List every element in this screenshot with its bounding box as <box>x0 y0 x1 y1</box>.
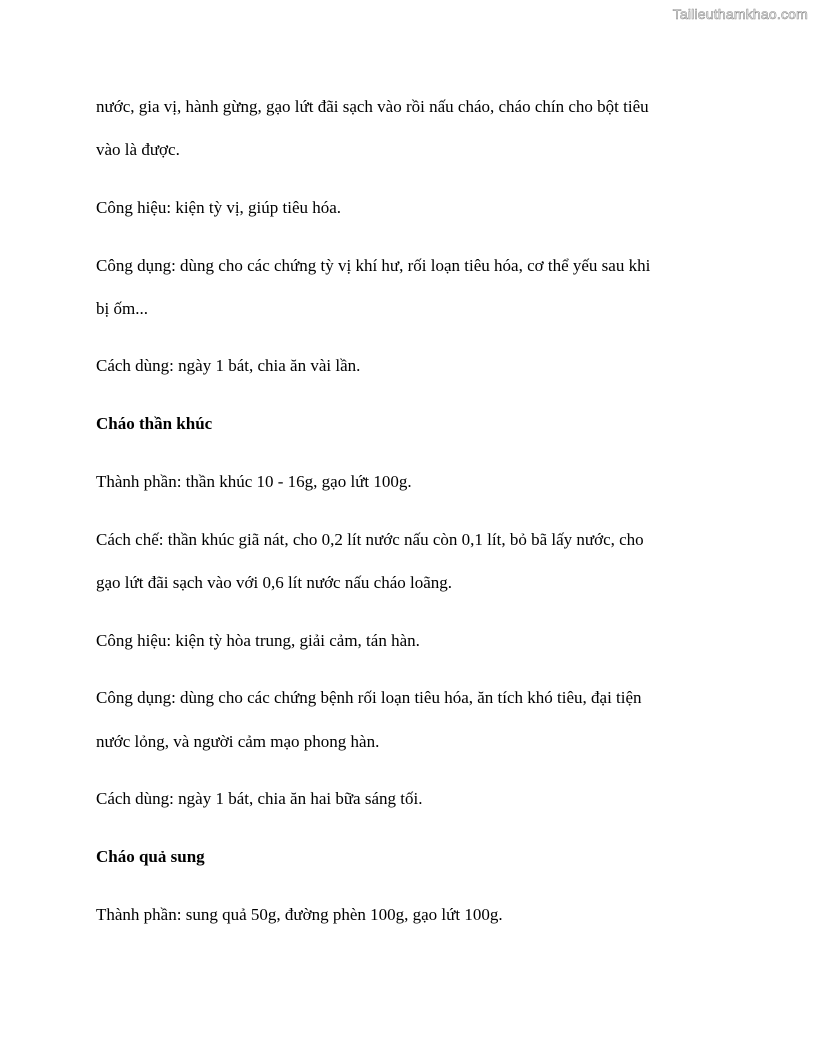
paragraph-line: Thành phần: sung quả 50g, đường phèn 100g, gạo lứt 100g. <box>96 905 503 924</box>
paragraph-line: Cách dùng: ngày 1 bát, chia ăn vài lần. <box>96 356 361 375</box>
paragraph-line: nước, gia vị, hành gừng, gạo lứt đãi sạch vào rồi nấu cháo, cháo chín cho bột tiêu <box>96 97 649 116</box>
paragraph-line: bị ốm... <box>96 299 148 318</box>
section-heading: Cháo quả sung <box>96 847 205 866</box>
paragraph-line: Thành phần: thần khúc 10 - 16g, gạo lứt 100g. <box>96 472 412 491</box>
paragraph-line: vào là được. <box>96 140 180 159</box>
section-heading: Cháo thần khúc <box>96 414 213 433</box>
paragraph-line: gạo lứt đãi sạch vào với 0,6 lít nước nấu cháo loãng. <box>96 573 453 592</box>
watermark-text: Tailieuthamkhao.com <box>672 6 808 22</box>
paragraph-line: nước lỏng, và người cảm mạo phong hàn. <box>96 732 380 751</box>
paragraph-line: Cách dùng: ngày 1 bát, chia ăn hai bữa sáng tối. <box>96 789 423 808</box>
paragraph-line: Công dụng: dùng cho các chứng tỳ vị khí hư, rối loạn tiêu hóa, cơ thể yếu sau khi <box>96 256 651 275</box>
paragraph-line: Công hiệu: kiện tỳ vị, giúp tiêu hóa. <box>96 198 342 217</box>
paragraph-line: Công dụng: dùng cho các chứng bệnh rối loạn tiêu hóa, ăn tích khó tiêu, đại tiện <box>96 688 642 707</box>
paragraph-line: Cách chế: thần khúc giã nát, cho 0,2 lít nước nấu còn 0,1 lít, bỏ bã lấy nước, cho <box>96 530 644 549</box>
paragraph-line: Công hiệu: kiện tỳ hòa trung, giải cảm, tán hàn. <box>96 631 420 650</box>
